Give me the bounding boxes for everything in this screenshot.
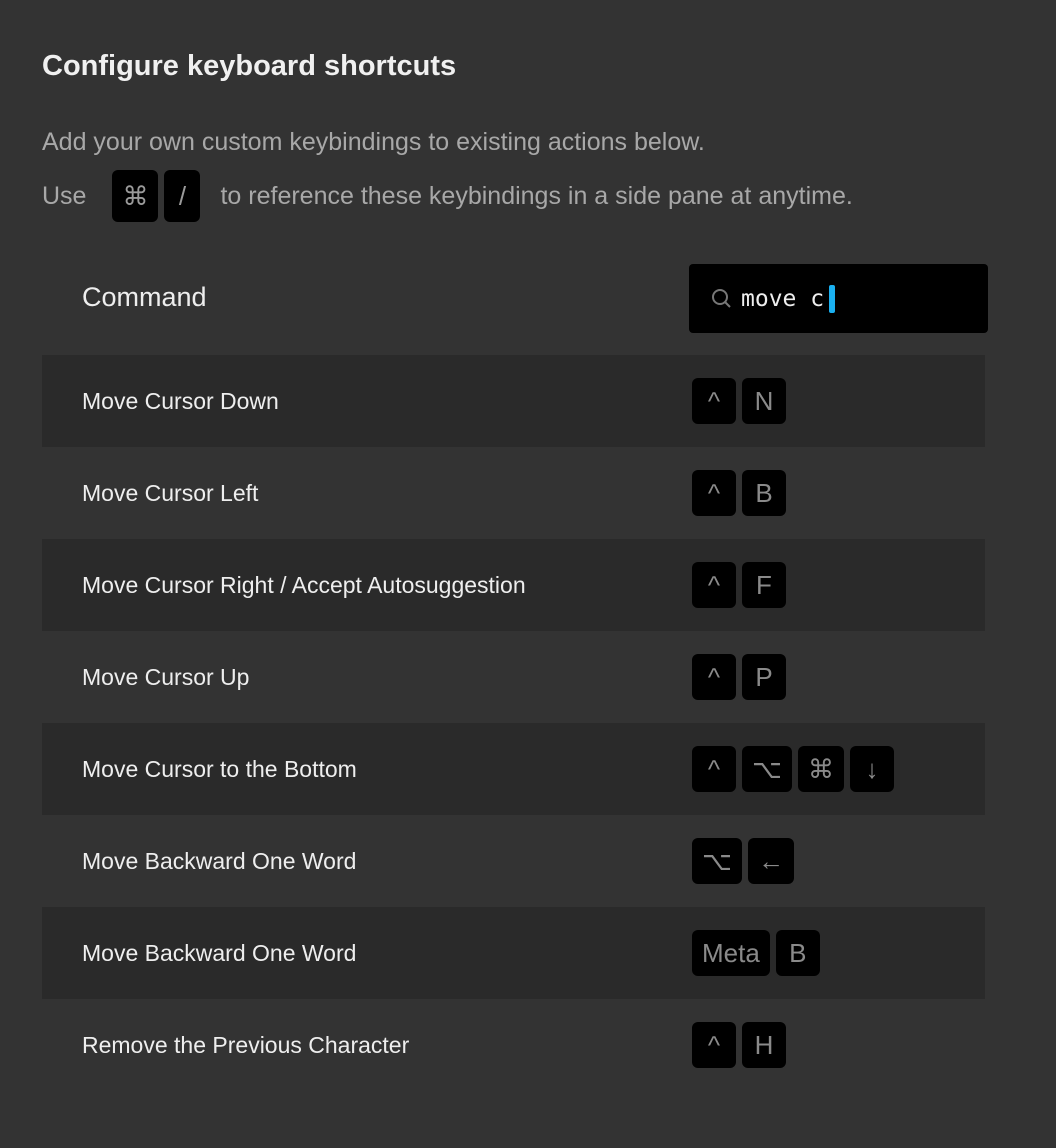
use-text: Use (42, 181, 87, 210)
cmd-key: ⌘ (112, 170, 158, 222)
key-cap: Meta (692, 930, 770, 976)
text-caret (829, 285, 835, 313)
keybinding[interactable] (692, 470, 792, 516)
key-cap: N (742, 378, 786, 424)
command-label: Move Cursor Left (82, 479, 259, 506)
shortcut-row[interactable] (42, 723, 985, 815)
shortcut-row[interactable] (42, 815, 985, 907)
key-cap: ↓ (850, 746, 894, 792)
key-cap: ^ (692, 1022, 736, 1068)
page-title: Configure keyboard shortcuts (42, 50, 457, 82)
key-cap: ^ (692, 746, 736, 792)
shortcut-row[interactable] (42, 355, 985, 447)
search-box[interactable] (689, 264, 988, 333)
keybinding[interactable] (692, 654, 792, 700)
keybinding[interactable] (692, 562, 792, 608)
command-column-header: Command (82, 282, 207, 312)
keybinding[interactable] (692, 746, 900, 792)
command-label: Move Backward One Word (82, 939, 357, 966)
shortcut-row[interactable] (42, 907, 985, 999)
keybinding[interactable] (692, 378, 792, 424)
description-line-1: Add your own custom keybindings to existing actions below. (42, 128, 705, 156)
key-cap: ⌥ (742, 746, 792, 792)
shortcut-row[interactable] (42, 539, 985, 631)
key-cap: F (742, 562, 786, 608)
command-label: Move Cursor Right / Accept Autosuggestion (82, 571, 526, 598)
key-cap: ⌥ (692, 838, 742, 884)
key-cap: P (742, 654, 786, 700)
key-cap: ^ (692, 562, 736, 608)
key-cap: B (776, 930, 820, 976)
command-label: Move Backward One Word (82, 847, 357, 874)
shortcut-row[interactable] (42, 631, 985, 723)
key-cap: ^ (692, 654, 736, 700)
search-input[interactable] (741, 286, 831, 312)
shortcut-list (42, 355, 985, 1091)
shortcut-row[interactable] (42, 447, 985, 539)
command-label: Move Cursor to the Bottom (82, 755, 357, 782)
reference-text: to reference these keybindings in a side pane at anytime. (220, 181, 853, 210)
key-cap: H (742, 1022, 786, 1068)
key-cap: ← (748, 838, 794, 884)
command-label: Remove the Previous Character (82, 1031, 410, 1058)
keybinding[interactable] (692, 838, 800, 884)
key-cap: ^ (692, 470, 736, 516)
command-label: Move Cursor Up (82, 663, 250, 690)
search-icon (711, 288, 733, 310)
keybinding[interactable] (692, 930, 826, 976)
slash-key: / (164, 170, 200, 222)
keybinding[interactable] (692, 1022, 792, 1068)
command-label: Move Cursor Down (82, 387, 279, 414)
key-cap: ^ (692, 378, 736, 424)
shortcut-row[interactable] (42, 999, 985, 1091)
description-line-2 (42, 172, 853, 220)
key-cap: B (742, 470, 786, 516)
key-cap: ⌘ (798, 746, 844, 792)
